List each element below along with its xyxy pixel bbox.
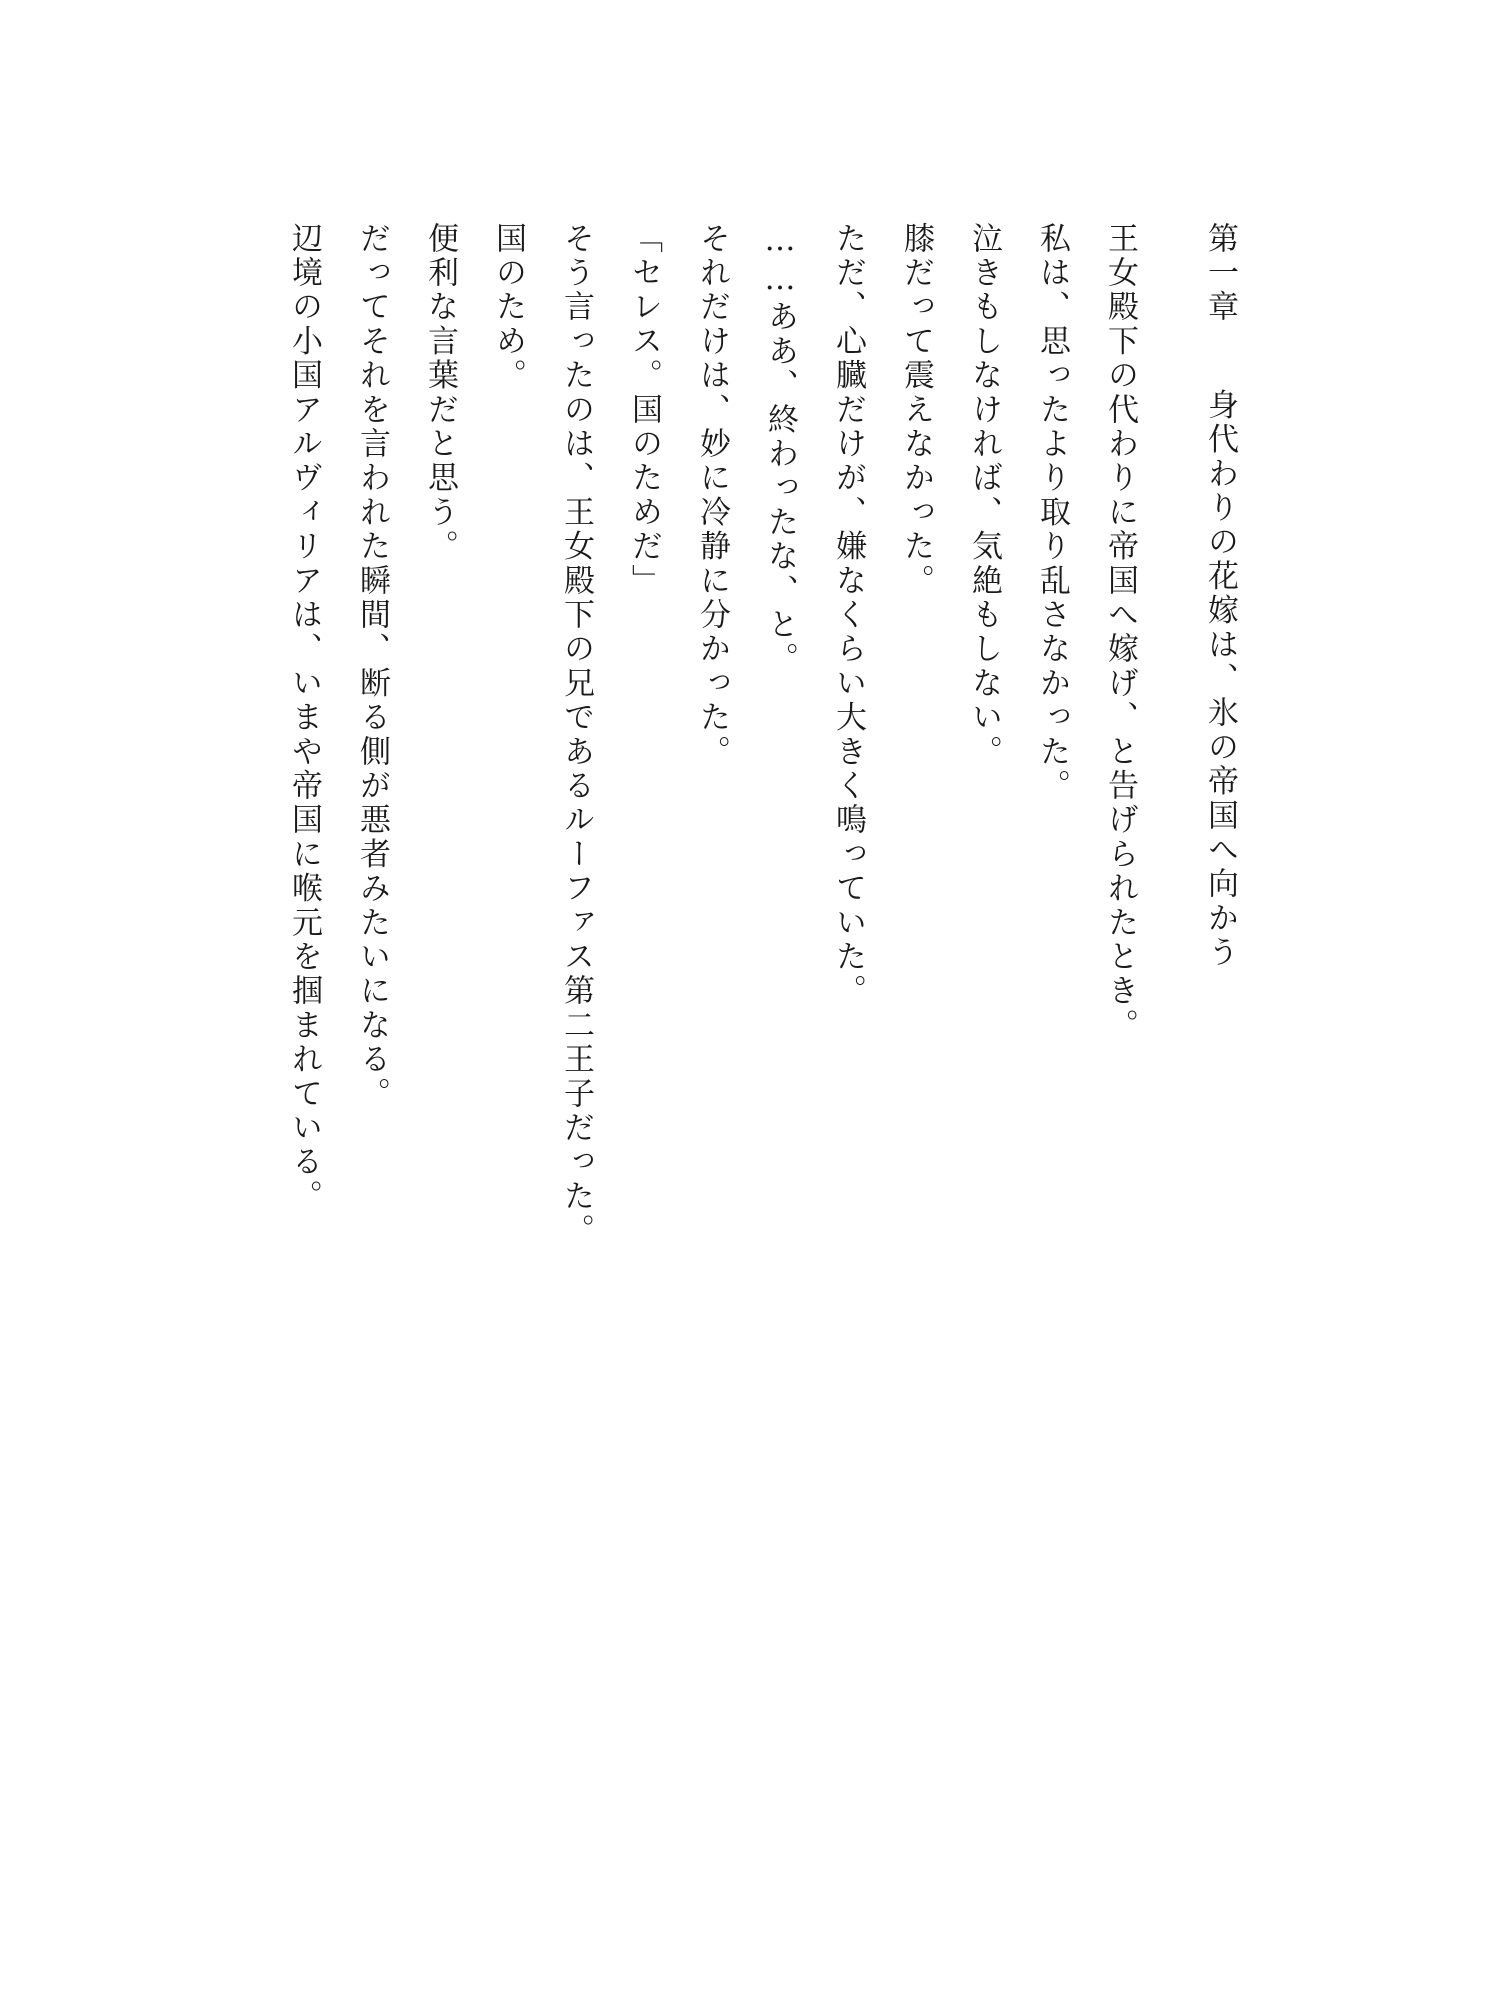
- body-line: ……ああ、終わったな、と。: [762, 222, 798, 677]
- body-line: 泣きもしなければ、気絶もしない。: [966, 222, 1002, 770]
- chapter-number: 第一章: [1202, 222, 1238, 325]
- body-line: 膝だって震えなかった。: [898, 222, 934, 599]
- body-line: それだけは、妙に冷静に分かった。: [694, 222, 730, 770]
- body-line: そう言ったのは、王女殿下の兄であるルーファス第二王子だった。: [558, 222, 594, 1248]
- body-line: 辺境の小国アルヴィリアは、いまや帝国に喉元を掴まれている。: [286, 222, 322, 1214]
- body-line: 王女殿下の代わりに帝国へ嫁げ、と告げられたとき。: [1102, 222, 1138, 1043]
- body-line: 便利な言葉だと思う。: [422, 222, 458, 564]
- body-line: 国のため。: [490, 222, 526, 393]
- body-line: ただ、心臓だけが、嫌なくらい大きく鳴っていた。: [830, 222, 866, 1009]
- body-line: 「セレス。国のためだ」: [626, 222, 662, 599]
- chapter-title: 身代わりの花嫁は、氷の帝国へ向かう: [1202, 388, 1238, 971]
- body-line: だってそれを言われた瞬間、断る側が悪者みたいになる。: [354, 222, 390, 1112]
- chapter-heading: [1200, 222, 1240, 970]
- body-line: 私は、思ったより取り乱さなかった。: [1034, 222, 1070, 804]
